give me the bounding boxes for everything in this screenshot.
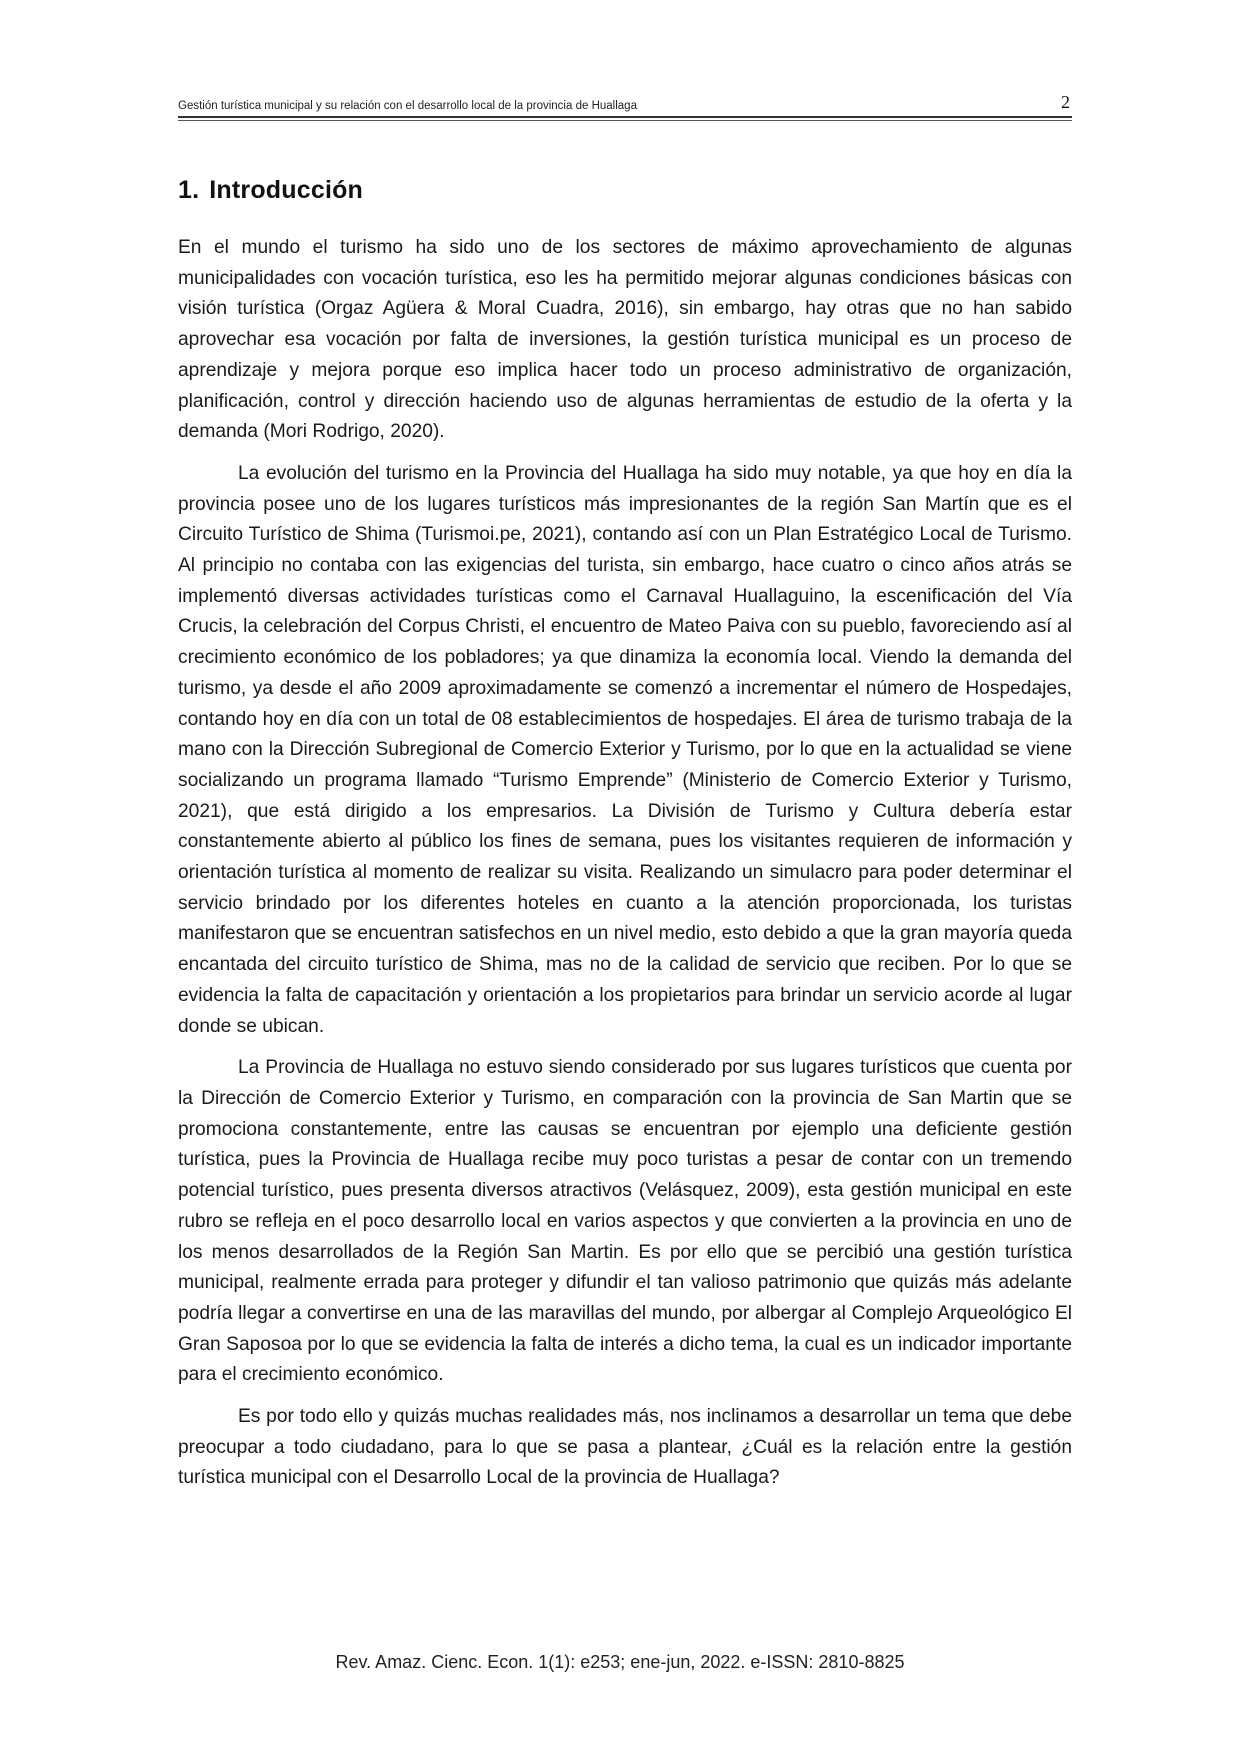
running-title: Gestión turística municipal y su relación con el desarrollo local de la provincia de Huallaga — [178, 100, 637, 112]
page-footer: Rev. Amaz. Cienc. Econ. 1(1): e253; ene-jun, 2022. e-ISSN: 2810-8825 — [335, 1652, 905, 1672]
page-number: 2 — [1061, 92, 1070, 112]
page-header — [178, 92, 1072, 118]
body-text — [178, 233, 1072, 1505]
paragraph-1: En el mundo el turismo ha sido uno de los sectores de máximo aprovechamiento de algunas municipalidades con vocación turística, eso les ha permitido mejorar algunas condiciones básicas con visión turística (Orgaz Agüera & Moral Cuadra, 2016), sin embargo, hay otras que no han sabido aprovechar esa vocación por falta de inversiones, la gestión turística municipal es un proceso de aprendizaje y mejora porque eso implica hacer todo un proceso administrativo de organización, planificación, control y dirección haciendo uso de algunas herramientas de estudio de la oferta y la demanda (Mori Rodrigo, 2020). — [178, 237, 1072, 443]
paragraph-2: La evolución del turismo en la Provincia del Huallaga ha sido muy notable, ya que hoy en día la provincia posee uno de los lugares turísticos más impresionantes de la región San Martín que es el Circuito Turístico de Shima (Turismoi.pe, 2021), contando así con un Plan Estratégico Local de Turismo. Al principio no contaba con las exigencias del turista, sin embargo, hace cuatro o cinco años atrás se implementó diversas actividades turísticas como el Carnaval Huallaguino, la escenificación del Vía Crucis, la celebración del Corpus Christi, el encuentro de Mateo Paiva con su pueblo, favoreciendo así al crecimiento económico de los pobladores; ya que dinamiza la economía local. Viendo la demanda del turismo, ya desde el año 2009 aproximadamente se comenzó a incrementar el número de Hospedajes, contando hoy en día con un total de 08 establecimientos de hospedajes. El área de turismo trabaja de la mano con la Dirección Subregional de Comercio Exterior y Turismo, por lo que en la actualidad se viene socializando un programa llamado “Turismo Emprende” (Ministerio de Comercio Exterior y Turismo, 2021), que está dirigido a los empresarios. La División de Turismo y Cultura debería estar constantemente abierto al público los fines de semana, pues los visitantes requieren de información y orientación turística al momento de realizar su visita. Realizando un simulacro para poder determinar el servicio brindado por los diferentes hoteles en cuanto a la atención proporcionada, los turistas manifestaron que se encuentran satisfechos en un nivel medio, esto debido a que la gran mayoría queda encantada del circuito turístico de Shima, mas no de la calidad de servicio que reciben. Por lo que se evidencia la falta de capacitación y orientación a los propietarios para brindar un servicio acorde al lugar donde se ubican. — [178, 462, 1072, 1037]
section-number: 1. — [178, 176, 200, 204]
paragraph-4: Es por todo ello y quizás muchas realidades más, nos inclinamos a desarrollar un tema que debe preocupar a todo ciudadano, para lo que se pasa a plantear, ¿Cuál es la relación entre la gestión turística municipal con el Desarrollo Local de la provincia de Huallaga? — [178, 1406, 1072, 1489]
header-rule-secondary — [178, 120, 1072, 121]
paragraph-3: La Provincia de Huallaga no estuvo siendo considerado por sus lugares turísticos que cuenta por la Dirección de Comercio Exterior y Turismo, en comparación con la provincia de San Martin que se promociona constantemente, entre las causas se encuentran por ejemplo una deficiente gestión turística, pues la Provincia de Huallaga recibe muy poco turistas a pesar de contar con un tremendo potencial turístico, pues presenta diversos atractivos (Velásquez, 2009), esta gestión municipal en este rubro se refleja en el poco desarrollo local en varios aspectos y que convierten a la provincia en uno de los menos desarrollados de la Región San Martin. Es por ello que se percibió una gestión turística municipal, realmente errada para proteger y difundir el tan valioso patrimonio que quizás más adelante podría llegar a convertirse en una de las maravillas del mundo, por albergar al Complejo Arqueológico El Gran Saposoa por lo que se evidencia la falta de interés a dicho tema, la cual es un indicador importante para el crecimiento económico. — [178, 1057, 1072, 1386]
header-rule — [178, 116, 1072, 118]
section-heading — [178, 176, 363, 205]
section-title: Introducción — [209, 176, 364, 204]
